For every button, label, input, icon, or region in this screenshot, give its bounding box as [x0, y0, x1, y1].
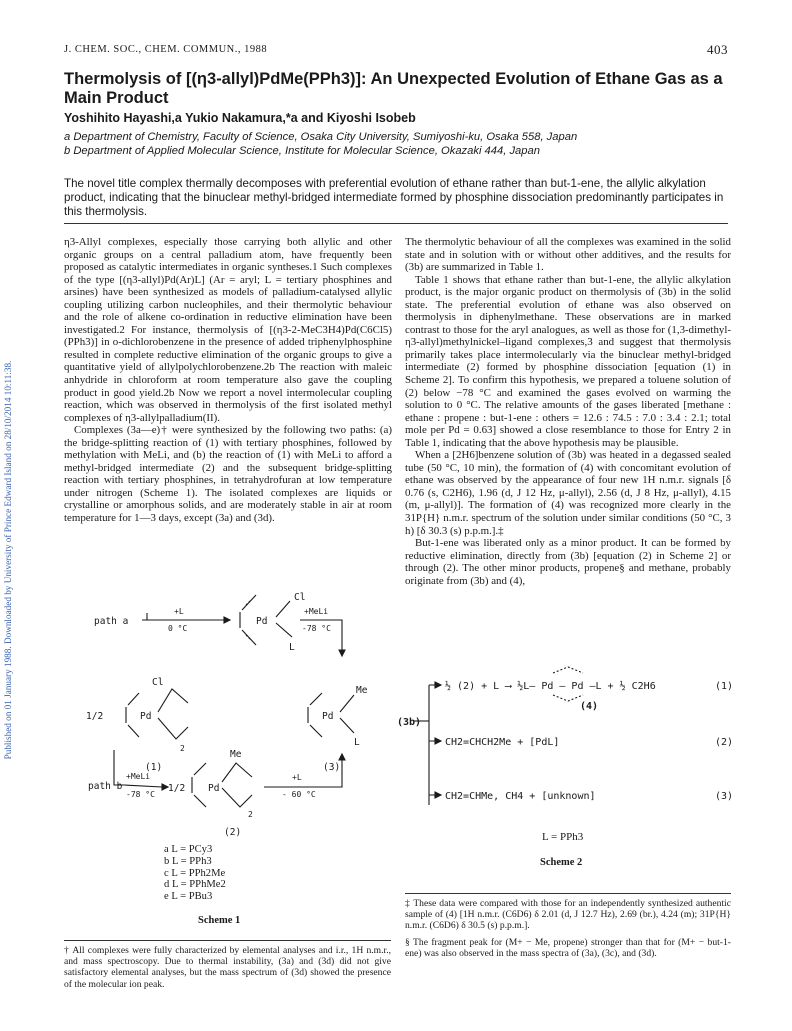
right-column [405, 236, 731, 587]
scheme-2-label: Scheme 2 [540, 857, 583, 868]
reagent-meli: +MeLi [304, 607, 329, 616]
scheme-1-label: Scheme 1 [198, 915, 241, 926]
paragraph: When a [2H6]benzene solution of (3b) was heated in a degassed sealed tube (50 °C, 10 min), the formation of (4) with concomitant evolution of ethane was observed by the appearance of four new 1H n.m.r. signals [δ 0.76 (s, C2H6), 1.96 (d, J 12 Hz, μ-allyl), 2.56 (d, J 8 Hz, μ-allyl), 4.15 (m, μ-allyl)]. The formation of (4) was recognized more clearly in the 31P{H} n.m.r. spectrum of the solution under similar conditions (50 °C, 3 h) [δ 30.3 (s) p.p.m.].‡ [405, 449, 731, 537]
scheme-2-figure [397, 665, 734, 825]
pd-atom: Pd [208, 783, 220, 794]
footnote-divider [64, 940, 391, 941]
compound-3-label: (3) [323, 762, 341, 773]
ligand-item: c L = PPh2Me [164, 867, 226, 879]
start-compound-3b: (3b) [397, 717, 422, 728]
paragraph: The thermolytic behaviour of all the complexes was examined in the solid state and in solution with or without other additives, and the results for (3b) are summarized in Table 1. [405, 236, 731, 274]
temp-minus-60: - 60 °C [282, 790, 316, 799]
journal-name: J. CHEM. SOC., CHEM. COMMUN., 1988 [64, 44, 268, 55]
download-note-text: Published on 01 January 1988. Downloaded by University of Prince Edward Island on 28/10/2014 10:11:38. [3, 360, 13, 760]
equation-3-number: (3) [715, 791, 734, 802]
paragraph: Table 1 shows that ethane rather than but-1-ene, the allylic alkylation product, is the major organic product on thermolysis of (3b) in the solid state. The preferential evolution of ethane was also observed on thermolysis in diphenylmethane. These observations are in marked contrast to those for the aryl analogues, as well as those for (1,3-dimethyl-η3-allyl)methylnickel–ligand complexes,3 and suggest that thermolysis primarily takes place intermolecularly via the binuclear methyl-bridged intermediate (2) formed by phosphine dissociation [equation (1) in Scheme 2]. To confirm this hypothesis, we prepared a toluene solution of (2) below −78 °C and examined the gases evolved on warming the solution to 0 °C. The relative amounts of the gases liberated [methane : ethane : propene : but-1-ene : others = 12.6 : 74.5 : 7.0 : 3.4 : 2.1; total mole per Pd = 0.63] showed a close resemblance to those for Entry 2 in Table 1, indicating that the above hypothesis may be plausible. [405, 273, 731, 449]
l-atom: L [354, 737, 360, 748]
footnotes-right [405, 898, 731, 964]
scheme-1-figure [64, 555, 394, 838]
left-column [64, 236, 392, 525]
half-label: 1/2 [86, 711, 104, 722]
ligand-legend [164, 844, 226, 903]
temp-0: 0 °C [168, 624, 188, 633]
abstract: The novel title complex thermally decomposes with preferential evolution of ethane rather than but-1-ene, the allylic alkylation product, indicating that the binuclear methyl-bridged intermediate formed by phosphine dissociation predominantly participates in this thermolysis. [64, 177, 724, 219]
half-label: 1/2 [168, 783, 186, 794]
cl-atom: Cl [294, 592, 306, 603]
footnote-divider [405, 893, 731, 894]
me-atom: Me [356, 685, 368, 696]
affiliation-b: b Department of Applied Molecular Science, Institute for Molecular Science, Okazaki 444, Japan [64, 145, 540, 157]
equation-2-number: (2) [715, 737, 734, 748]
pd-atom: Pd [140, 711, 152, 722]
ligand-item: b L = PPh3 [164, 855, 212, 867]
equation-1: ½ (2) + L ⟶ ½L— Pd — Pd —L + ½ C2H6 [445, 681, 656, 692]
page-number: 403 [707, 42, 728, 57]
footnote: † All complexes were fully characterized by elemental analyses and i.r., 1H n.m.r., and mass spectroscopy. Due to thermal instability, (3a) and (3d) did not give satisfactory elemental analyses, but the mass spectrum of (3d) showed the presence of the molecular ion peak. [64, 945, 391, 990]
path-a-label: path a [94, 616, 129, 627]
abstract-divider [64, 223, 728, 224]
ligand-item: a L = PCy3 [164, 844, 213, 855]
reagent-l: +L [292, 773, 302, 782]
me-atom: Me [230, 749, 242, 760]
compound-1-label: (1) [145, 762, 163, 773]
affiliation-a: a Department of Chemistry, Faculty of Science, Osaka City University, Sumiyoshi-ku, Osaka 558, Japan [64, 131, 578, 143]
pd-atom: Pd [256, 616, 268, 627]
equation-2: CH2=CHCH2Me + [PdL] [445, 737, 560, 748]
reagent-l: +L [174, 607, 184, 616]
paragraph: But-1-ene was liberated only as a minor product. It can be formed by reductive elimination, directly from (3b) [equation (2) in Scheme 2] or through (2). The other minor products, propene§ and methane, probably originate from (3b) and (4), [405, 537, 731, 587]
pd-atom: Pd [322, 711, 334, 722]
temp-minus-78: -78 °C [126, 790, 155, 799]
ligand-item: e L = PBu3 [164, 891, 213, 903]
cl-atom: Cl [152, 677, 164, 688]
article-title: Thermolysis of [(η3-allyl)PdMe(PPh3)]: An Unexpected Evolution of Ethane Gas as a Main Product [64, 70, 723, 107]
running-header [64, 44, 728, 60]
subscript-2: 2 [248, 810, 253, 819]
paragraph: Complexes (3a—e)† were synthesized by the following two paths: (a) the bridge-splitting reaction of (1) with tertiary phosphines, followed by methylation with MeLi, and (b) the reaction of (1) with MeLi to afford a methyl-bridged intermediate (2) and the subsequent bridge-splitting reaction with tertiary phosphines, in tetrahydrofuran at low temperature under nitrogen (Scheme 1). The isolated complexes are liquids or crystalline or amorphous solids, and are moderately stable in air at room temperature for 1—3 days, except (3a) and (3d). [64, 424, 392, 525]
footnotes-left [64, 945, 391, 995]
subscript-2: 2 [180, 744, 185, 753]
ligand-item: d L = PPhMe2 [164, 879, 226, 891]
compound-2-label: (2) [224, 827, 242, 838]
footnote: ‡ These data were compared with those for an independently synthesized authentic sample of (4) [1H n.m.r. (C6D6) δ 2.01 (d, J 12.7 Hz), 2.69 (br.), 4.24 (m); 31P{H} n.m.r. (C6D6) δ 30.5 (s) p.p.m.]. [405, 898, 731, 932]
temp-minus-78: -78 °C [302, 624, 331, 633]
reagent-meli: +MeLi [126, 772, 151, 781]
paragraph: η3-Allyl complexes, especially those carrying both allylic and other organic groups on a central palladium atom, have frequently been proposed as catalytic intermediates in organic syntheses.1 Such complexes of the type [(η3-allyl)Pd(Ar)L] (Ar = aryl; L = tertiary phosphines and arsines) have been synthesized as models of palladium-catalysed allylic coupling utilizing carbon nucleophiles, and their thermolytic behaviour and the role of alkene co-ordination in reductive elimination have been investigated.2 For instance, thermolysis of [(η3-2-MeC3H4)Pd(C6Cl5)(PPh3)] in o-dichlorobenzene in the presence of added triphenylphosphine resulted in complete reductive elimination of the organic groups to give a quantitative yield of allylpolychlorobenzene.2b The reaction with maleic anhydride in chloroform at room temperature also gave the coupling product in good yield.2b Now we report a novel intermolecular coupling reaction, which was observed in thermolysis of the first isolated methyl complexes of η3-allylpalladium(II). [64, 236, 392, 424]
ligand-note: L = PPh3 [542, 831, 584, 843]
path-b-label: path b [88, 781, 123, 792]
author-list: Yoshihito Hayashi,a Yukio Nakamura,*a and Kiyoshi Isobeb [64, 111, 416, 125]
l-atom: L [289, 642, 295, 653]
compound-4-label: (4) [580, 701, 599, 712]
download-note[interactable] [0, 160, 16, 960]
footnote: § The fragment peak for (M+ − Me, propene) stronger than that for (M+ − but-1-ene) was also observed in the mass spectra of (3a), (3c), and (3d). [405, 936, 731, 959]
equation-1-number: (1) [715, 681, 734, 692]
equation-3: CH2=CHMe, CH4 + [unknown] [445, 791, 596, 802]
